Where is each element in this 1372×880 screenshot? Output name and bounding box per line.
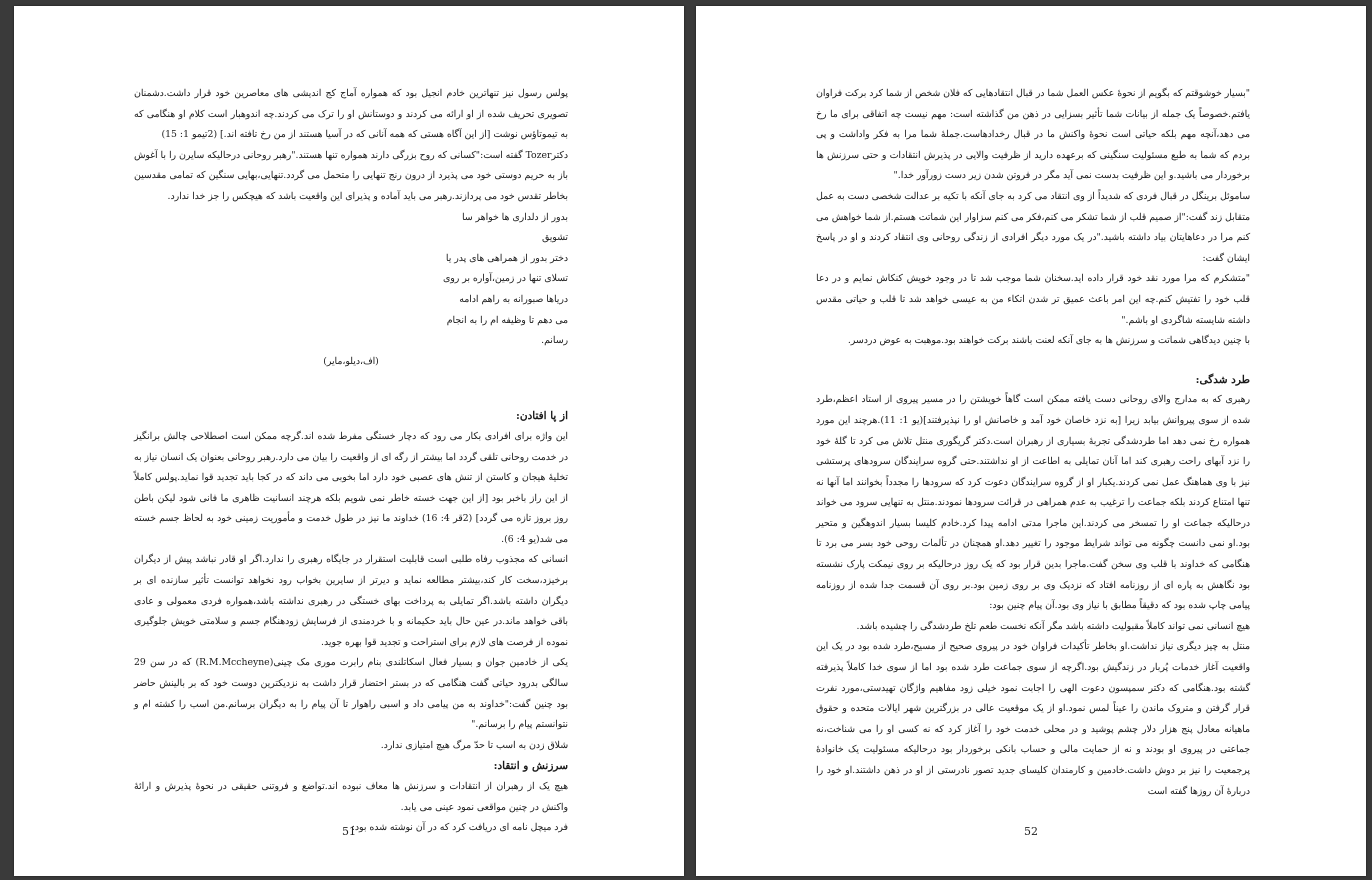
page-text-right bbox=[816, 84, 1250, 802]
section-heading: سرزنش و انتقاد: bbox=[493, 760, 568, 773]
section-heading: طرد شدگی: bbox=[1195, 373, 1250, 386]
poem-line: دختر بدور از همراهی های پدر یا bbox=[445, 252, 568, 264]
paragraph: منتل به چیز دیگری نیاز نداشت.او بخاطر تأکیدات فراوان خود در پیروی صحیح از مسیح،طرد شده بود در یک این واقعیت آغاز خدمات پُربار در زندگیش بود.اگرچه از سوی جماعت طرد شده بود اما از سوی خدا کاملاً پذیرفته گشته بود.هنگامی که دکتر سمپسون دعوت الهی را اجابت نمود خیلی زود مفاهیم واژگان تهیدستی،مورد نفرت قرار گرفتن و متروک ماندن را عیناً لمس نمود.او از یک موقعیت عالی در بزرگترین شهر ایالات متحده و حقوق ماهیانه معادل پنج هزار دلار چشم پوشید و در محلی خدمت خود را آغاز کرد که نه کسی او را می شناخت،نه جماعتی در پیروی او بودند و نه از حمایت مالی و حساب بانکی برخوردار بود درحالیکه مسئولیت یک خانوادهٔ پرجمعیت را نیز بر دوش داشت.خادمین و کارمندان کلیسای جدید تصور نادرستی از او در ذهن داشتند.او خود را دربارهٔ آن روزها گفته است bbox=[816, 641, 1250, 797]
section-heading: از پا افتادن: bbox=[516, 410, 568, 423]
paragraph: "بسیار خوشوقتم که بگویم از نحوهٔ عکس العمل شما در قبال انتقادهایی که فلان شخص از شما کرد برکت فراوان یافتم.خصوصاً یک جمله از بیانات شما تأثیر بسزایی در ذهن من گذاشته است: مهم نیست چه اتفاقی برای ما رخ می دهد،آنچه مهم بلکه حیاتی است نحوهٔ واکنش ما در قبال رخدادهاست.جملهٔ شما مرا به فکر واداشت و پی بردم که شما به طبع مسئولیت سنگینی که برعهده دارید از ظرفیت والایی در پذیرش انتقادات و حتی سرزنش ها برخوردار می باشید.و این ظرفیت بدست نمی آید مگر در فروتن شدن زیر دست زورآور خدا." bbox=[816, 88, 1250, 182]
spacer bbox=[134, 372, 568, 406]
paragraph: فرد میچل نامه ای دریافت کرد که در آن نوشته شده بود: bbox=[351, 822, 568, 834]
paragraph: پولس رسول نیز تنهاترین خادم انجیل بود که همواره آماج کج اندیشی های معاصرین خود قرار داشت.دشمنان تصویری تحریف شده از او ارائه می کردند و دوستانش او را ترک می کردند.چه اندوهبار است کلام او هنگامی که به تیموتاؤس نوشت [از این آگاه هستی که همه آنانی که در آسیا هستند از من رخ تافته اند.] (2تیمو 1: 15) bbox=[134, 88, 568, 141]
paragraph: هیچ یک از رهبران از انتقادات و سرزنش ها معاف نبوده اند.تواضع و فروتنی حقیقی در نحوهٔ پذیرش و ارائهٔ واکنش در چنین مواقعی نمود عینی می یابد. bbox=[134, 781, 568, 813]
poem-signature: (اف،دیلو،مایر) bbox=[323, 355, 379, 367]
page-number: 52 bbox=[1024, 825, 1038, 838]
paragraph: انسانی که مجذوب رفاه طلبی است قابلیت استقرار در جایگاه رهبری را ندارد.اگر او قادر نباشد پیش از دیگران برخیزد،سخت کار کند،بیشتر مطالعه نماید و دیرتر از سایرین بخواب رود نخواهد توانست تأثیر سازنده ای بر دیگران داشته باشد.اگر تمایلی به پرداخت بهای خستگی در رهبری نداشته باشد،همواره فردی معمولی و عادی باقی خواهد ماند.در عین حال باید حکیمانه و با خردمندی از فرسایش زودهنگام جسم و سلامتی خویش جلوگیری نموده از فرصت های لازم برای استراحت و تجدید قوا بهره جوید. bbox=[134, 554, 568, 648]
paragraph: "متشکرم که مرا مورد نقد خود قرار داده اید.سخنان شما موجب شد تا در وجود خویش کنکاش نمایم و در دعا قلب خود را تفتیش کنم.چه این امر باعث عمیق تر شدن اتکاء من به عیسی خواهد شد تا قلب و حیاتی مقدس داشته شایسته شاگردی او باشم." bbox=[816, 273, 1250, 326]
page-text-left bbox=[134, 84, 568, 839]
paragraph: ساموئل برینگل در قبال فردی که شدیداً از وی انتقاد می کرد به جای آنکه با تکیه بر عدالت شخصی دست به عمل متقابل زند گفت:"از صمیم قلب از شما تشکر می کنم،فکر می کنم سزاوار این شماتت هستم.از شما خواهش می کنم مرا در دعاهایتان بیاد داشته باشید."در یک مورد دیگر افرادی از زندگی روحانی وی انتقاد کردند و او در پاسخ ایشان گفت: bbox=[816, 190, 1250, 264]
poem-line: بدور از دلداری ها خواهر سا تشویق bbox=[461, 211, 568, 244]
poem-line: تسلای تنها در زمین،آواره بر روی bbox=[443, 273, 568, 285]
paragraph: با چنین دیدگاهی شماتت و سرزنش ها به جای آنکه لعنت باشند برکت خواهند بود.موهبت به عوض دردسر. bbox=[847, 335, 1250, 347]
spacer bbox=[816, 352, 1250, 370]
document-page-left bbox=[14, 6, 684, 876]
paragraph: شلاق زدن به اسب تا حدّ مرگ هیچ امتیازی ندارد. bbox=[380, 739, 568, 751]
paragraph: رهبری که به مدارج والای روحانی دست یافته ممکن است گاهاً خویشتن را در مسیر پیروی از استاد اعظم،طرد شده از سوی پیروانش بیابد زیرا [به نزد خاصان خود آمد و خاصانش او را نپذیرفتند](یو 1: 11).هرچند این مورد همواره رخ نمی دهد اما طردشدگی تجربهٔ بسیاری از رهبران است.دکتر گریگوری منتل تلاش می کرد تا گلهٔ خود را نزد آبهای راحت رهبری کند اما آنان تمایلی به اطاعت از او نداشتند.حتی گروه سرایندگان سرودهای پرستشی نیز با وی هماهنگ عمل نمی کردند.یکبار او از گروه سرایندگان دعوت کرد که سرودها را مجدداً بخوانند اما آنها نه تنها امتناع کردند بلکه جماعت را ترغیب به عدم همراهی در قرائت سرودها نمودند.منتل به تنهایی سرود می خواند درحالیکه جماعت او را تمسخر می کردند.این ماجرا مدتی ادامه پیدا کرد.خادم کلیسا بسیار اندوهگین و متحیر بود.او نمی دانست چگونه می تواند شرایط موجود را تغییر دهد.او همچنان در تألمات روحی خود بسر می برد تا هنگامی که خداوند با قلب وی سخن گفت.ماجرا بدین قرار بود که یک روز درحالیکه بر روی نیمکت پارک نشسته بود نگاهش به پاره ای از روزنامه افتاد که نزدیک وی بر روی زمین بود.بر روی آن قسمت جدا شده از روزنامه پیامی چاپ شده بود که دقیقاً مطابق با نیاز وی بود.آن پیام چنین بود: bbox=[816, 394, 1250, 612]
paragraph: هیچ انسانی نمی تواند کاملاً مقبولیت داشته باشد مگر آنکه نخست طعم تلخ طردشدگی را چشیده باشد. bbox=[856, 620, 1250, 632]
poem-line: می دهم تا وظیفه ام را به انجام رسانم. bbox=[446, 314, 568, 347]
paragraph: این واژه برای افرادی بکار می رود که دچار خستگی مفرط شده اند.گرچه ممکن است اصطلاحی چالش برانگیز در خدمت روحانی تلقی گردد اما بیشتر از رگه ای از واقعیت را بیان می دارد.رهبر روحانی بعنوان یک انسان نیاز به تخلیهٔ هیجان و کاستن از تنش های عصبی خود دارد اما بخوبی می داند که در کجا باید تجدید قوا نماید.پولس کاملاً از این راز باخبر بود [از این جهت خسته خاطر نمی شویم بلکه هرچند انسانیت ظاهری ما فانی شود لیکن باطن روز بروز تازه می گردد] (2قر 4: 16) خداوند ما نیز در طول خدمت و مأموریت زمینی خود به لحاظ جسم خسته می شد(یو 4: 6). bbox=[134, 430, 569, 545]
document-page-right bbox=[696, 6, 1366, 876]
paragraph: دکترTozer گفته است:"کسانی که روح بزرگی دارند همواره تنها هستند."رهبر روحانی درحالیکه سایرن را با آغوش باز به حریم دوستی خود می پذیرد از درون رنج تنهایی را متحمل می گردد.تنهایی،بهایی سنگین که تمامی مقدسین بخاطر تقدس خود می پردازند.رهبر می باید آماده و پذیرای این واقعیت باشد که هیچکس را جز خدا ندارد. bbox=[134, 149, 568, 202]
page-number: 51 bbox=[342, 825, 356, 838]
poem-line: دریاها صبورانه به راهم ادامه bbox=[459, 293, 568, 305]
paragraph: یکی از خادمین جوان و بسیار فعال اسکاتلندی بنام رابرت موری مک چینی(R.M.Mccheyne) که در سن 29 سالگی بدرود حیاتی گفت هنگامی که در بستر احتضار قرار داشت به نزدیکترین دوست خود که بر بالینش حاضر بود چنین گفت:"خداوند به من پیامی داد و اسبی راهوار تا آن پیام را به دیگران برسانم.من اسب را کشته ام و نتوانستم پیام را برسانم." bbox=[134, 657, 568, 731]
